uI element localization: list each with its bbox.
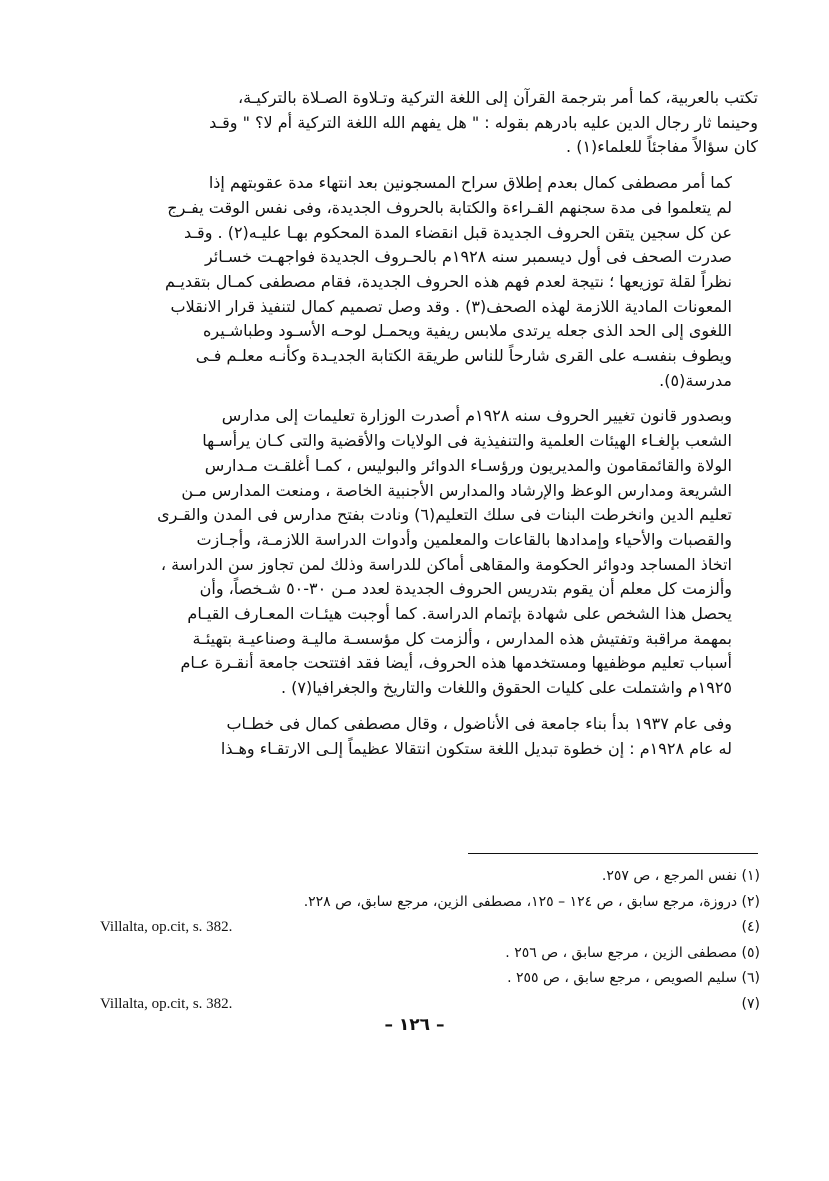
footnote-divider <box>468 853 758 854</box>
text-line: والقصبات والأحياء وإمدادها بالقاعات والمعلمين وأدوات الدراسة اللازمـة، وأجـازت <box>196 529 732 549</box>
text-line: المعونات المادية اللازمة لهذه الصحف(٣) . وقد وصل تصميم كمال لتنفيذ قرار الانقلاب <box>170 296 732 316</box>
text-line: وألزمت كل معلم أن يقوم بتدريس الحروف الجديدة لعدد مـن ٣٠-٥٠ شـخصاً، وأن <box>199 579 732 599</box>
text-line: مدرسة(٥). <box>659 370 732 390</box>
footnote-text: (٥) مصطفى الزين ، مرجع سابق ، ص ٢٥٦ . <box>505 944 760 961</box>
footnote-marker: (٧) <box>741 995 760 1012</box>
text-line: صدرت الصحف فى أول ديسمبر سنه ١٩٢٨م بالحـروف الجديدة فواجهـت خسـائر <box>204 247 732 267</box>
text-line: لم يتعلموا فى مدة سجنهم القـراءة والكتابة بالحروف الجديدة، وفى نفس الوقت يفـرج <box>167 197 732 217</box>
footnote <box>100 915 760 941</box>
text-line: وفى عام ١٩٣٧ بدأ بناء جامعة فى الأناضول ، وقال مصطفى كمال فى خطـاب <box>226 713 732 733</box>
body-text <box>88 86 758 772</box>
text-line: الشعب بإلغـاء الهيئات العلمية والتنفيذية فى الولايات والأقضية والتى كـان يرأسـها <box>202 431 732 451</box>
text-line: عن كل سجين يتقن الحروف الجديدة قبل انقضاء المدة المحكوم بهـا عليـه(٢) . وقـد <box>183 222 732 242</box>
text-line: اللغوى إلى الحد الذى جعله يرتدى ملابس ريفية ويحمـل لوحـه الأسـود وطباشـيره <box>202 321 732 341</box>
page-number: – ١٢٦ – <box>384 1015 445 1035</box>
footnote-latin: Villalta, op.cit, s. 382. <box>100 995 233 1012</box>
text-line: يحصل هذا الشخص على شهادة بإتمام الدراسة. كما أوجبت هيئـات المعـارف القيـام <box>187 604 732 624</box>
text-line: الولاة والقائمقامون والمديريون ورؤسـاء الدوائر والبوليس ، كمـا أغلقـت مـدارس <box>204 455 732 475</box>
paragraph <box>88 404 758 700</box>
text-line: كما أمر مصطفى كمال بعدم إطلاق سراح المسجونين بعد انتهاء مدة عقوبتهم إذا <box>208 173 732 193</box>
footnote-latin: Villalta, op.cit, s. 382. <box>100 919 233 935</box>
footnote-text: (٦) سليم الصويص ، مرجع سابق ، ص ٢٥٥ . <box>507 970 760 986</box>
footnote <box>100 890 760 916</box>
footnote-marker: (٤) <box>741 919 760 935</box>
footnote <box>100 941 760 967</box>
text-line: تكتب بالعربية، كما أمر بترجمة القرآن إلى اللغة التركية وتـلاوة الصـلاة بالتركيـة، <box>237 88 758 107</box>
text-line: ويطوف بنفسـه على القرى شارحاً للناس طريقة الكتابة الجديـدة وكأنـه معلـم فـى <box>195 346 732 366</box>
text-line: أسباب تعليم موظفيها ومستخدمها هذه الحروف، أيضا فقد افتتحت جامعة أنقـرة عـام <box>180 653 732 673</box>
paragraph <box>88 712 758 761</box>
text-line: اتخاذ المساجد ودوائر الحكومة والمقاهى أماكن للدراسة وذلك لمن تجاوز سن الدراسة ، <box>160 554 732 574</box>
text-line: تعليم الدين وانخرطت البنات فى سلك التعليم(٦) ونادت بفتح مدارس فى المدن والقـرى <box>157 505 732 525</box>
footnote <box>100 992 760 1018</box>
footnote-text: (٢) دروزة، مرجع سابق ، ص ١٢٤ – ١٢٥، مصطفى الزين، مرجع سابق، ص ٢٢٨. <box>303 893 760 910</box>
text-line: بمهمة مراقبة وتفتيش هذه المدارس ، وألزمت كل مؤسسـة ماليـة وصناعيـة بتهيئـة <box>192 628 732 648</box>
text-line: وبصدور قانون تغيير الحروف سنه ١٩٢٨م أصدرت الوزارة تعليمات إلى مدارس <box>221 406 732 426</box>
footnote-text: (١) نفس المرجع ، ص ٢٥٧. <box>601 868 760 884</box>
footnotes <box>100 864 760 1017</box>
paragraph <box>88 171 758 393</box>
paragraph <box>88 86 758 160</box>
footnote <box>100 966 760 992</box>
text-line: ١٩٢٥م واشتملت على كليات الحقوق واللغات والتاريخ والجغرافيا(٧) . <box>280 678 732 698</box>
text-line: له عام ١٩٢٨م : إن خطوة تبديل اللغة ستكون انتقالا عظيماً إلـى الارتقـاء وهـذا <box>220 738 732 758</box>
text-line: وحينما ثار رجال الدين عليه بادرهم بقوله : " هل يفهم الله اللغة التركية أم لا؟ " وقـد <box>209 112 758 132</box>
text-line: كان سؤالاً مفاجئاً للعلماء(١) . <box>566 137 758 157</box>
text-line: الشريعة ومدارس الوعظ والإرشاد والمدارس الأجنبية الخاصة ، ومنعت المدارس مـن <box>181 480 732 500</box>
footnote <box>100 864 760 890</box>
text-line: نظراً لقلة توزيعها ؛ نتيجة لعدم فهم هذه الحروف الجديدة، فقام مصطفى كمـال بتقديـم <box>165 271 732 291</box>
